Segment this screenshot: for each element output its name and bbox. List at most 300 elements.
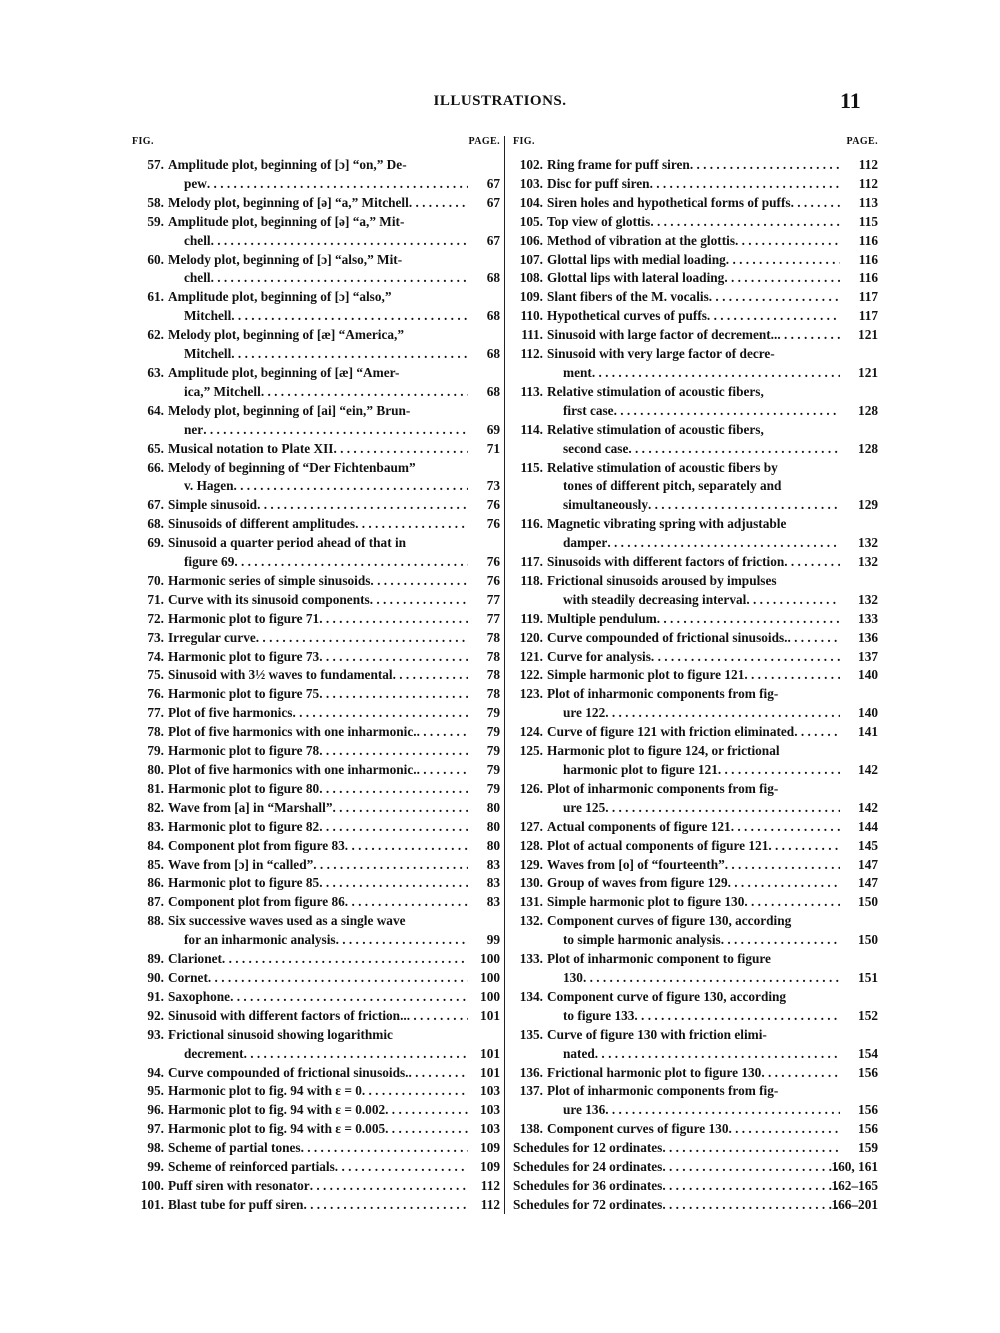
entry-text: Plot of inharmonic components from fig- bbox=[547, 686, 779, 702]
list-item bbox=[513, 988, 878, 1026]
entry-text: Component curve of figure 130, according bbox=[547, 988, 787, 1004]
list-item bbox=[513, 232, 878, 251]
page-ref: 101 bbox=[480, 1007, 500, 1023]
fig-label: FIG. bbox=[513, 136, 535, 147]
list-item bbox=[513, 269, 878, 288]
entry-text: Melody plot, beginning of [æ] “America,” bbox=[168, 327, 405, 343]
entry-text: Schedules for 72 ordinates bbox=[513, 1196, 663, 1212]
dot-leader bbox=[777, 326, 840, 345]
page-ref: 79 bbox=[486, 762, 500, 777]
list-item bbox=[513, 553, 878, 572]
dot-leader bbox=[744, 666, 840, 685]
page-ref: 67 bbox=[486, 175, 500, 191]
figure-number: 63. bbox=[147, 364, 164, 380]
page-ref: 68 bbox=[486, 308, 500, 324]
page-ref: 80 bbox=[486, 818, 500, 834]
figure-number: 88. bbox=[147, 913, 164, 929]
list-item bbox=[513, 818, 878, 837]
list-item bbox=[128, 893, 500, 912]
page-ref: 129 bbox=[858, 497, 878, 513]
figure-number: 92. bbox=[147, 1007, 164, 1023]
page-ref: 109 bbox=[480, 1159, 500, 1175]
page-ref: 79 bbox=[486, 743, 500, 759]
dot-leader bbox=[650, 175, 840, 194]
figure-number: 73. bbox=[147, 629, 164, 645]
page-ref: 132 bbox=[858, 591, 878, 607]
list-item bbox=[513, 1064, 878, 1083]
dot-leader bbox=[385, 1101, 468, 1120]
entry-text: Component curves of figure 130, according bbox=[547, 913, 792, 929]
page-ref: 73 bbox=[486, 478, 500, 494]
figure-number: 119. bbox=[520, 610, 543, 626]
page-ref: 68 bbox=[486, 346, 500, 362]
dot-leader bbox=[231, 345, 468, 364]
page-ref: 156 bbox=[858, 1064, 878, 1080]
dot-leader bbox=[634, 1007, 840, 1026]
entry-text: Method of vibration at the glottis bbox=[547, 232, 735, 248]
entry-text: Hypothetical curves of puffs bbox=[547, 308, 707, 324]
dot-leader bbox=[345, 893, 468, 912]
entry-text: Component plot from figure 83 bbox=[168, 837, 345, 853]
list-item bbox=[128, 402, 500, 440]
dot-leader bbox=[244, 1045, 468, 1064]
page-ref: 71 bbox=[486, 440, 500, 456]
list-item bbox=[128, 818, 500, 837]
list-item bbox=[128, 1177, 500, 1196]
page-ref: 117 bbox=[858, 308, 878, 324]
dot-leader bbox=[336, 931, 468, 950]
dot-leader bbox=[787, 629, 840, 648]
entry-text: Actual components of figure 121 bbox=[547, 818, 731, 834]
list-item bbox=[513, 1120, 878, 1139]
dot-leader bbox=[417, 761, 468, 780]
entry-text: Harmonic plot to figure 124, or frictional bbox=[547, 743, 780, 759]
figure-number: 90. bbox=[147, 969, 164, 985]
list-item bbox=[128, 288, 500, 326]
page-ref: 101 bbox=[480, 1045, 500, 1061]
column-divider bbox=[504, 136, 505, 1214]
dot-leader bbox=[230, 988, 468, 1007]
entry-text: Amplitude plot, beginning of [æ] “Amer- bbox=[168, 364, 400, 380]
figure-number: 125. bbox=[519, 743, 543, 759]
figure-number: 112. bbox=[520, 346, 543, 362]
list-item bbox=[513, 383, 878, 421]
figure-number: 99. bbox=[147, 1159, 164, 1175]
dot-leader bbox=[731, 818, 840, 837]
dot-leader bbox=[335, 1158, 468, 1177]
list-item bbox=[128, 629, 500, 648]
figure-number: 135. bbox=[519, 1026, 543, 1042]
page-ref: 156 bbox=[858, 1102, 878, 1118]
entry-text: Melody plot, beginning of [ai] “ein,” Brun- bbox=[168, 402, 411, 418]
page-ref: 132 bbox=[858, 554, 878, 570]
figure-number: 75. bbox=[147, 667, 164, 683]
figure-number: 106. bbox=[519, 232, 543, 248]
page-ref: 68 bbox=[486, 270, 500, 286]
page-ref: 103 bbox=[480, 1121, 500, 1137]
list-item bbox=[128, 1120, 500, 1139]
list-item bbox=[128, 1101, 500, 1120]
figure-number: 123. bbox=[519, 686, 543, 702]
dot-leader bbox=[207, 175, 468, 194]
entry-text: with steadily decreasing interval bbox=[563, 591, 747, 607]
right-column bbox=[513, 136, 878, 1215]
page-ref: 117 bbox=[858, 289, 878, 305]
list-item bbox=[128, 515, 500, 534]
page-ref: 113 bbox=[858, 194, 878, 210]
list-item bbox=[513, 326, 878, 345]
entry-text: Disc for puff siren bbox=[547, 175, 650, 191]
entry-text: to simple harmonic analysis bbox=[563, 932, 721, 948]
entry-text: Amplitude plot, beginning of [ɔ] “on,” De- bbox=[168, 157, 407, 172]
list-item bbox=[128, 912, 500, 950]
page-ref: 67 bbox=[486, 194, 500, 210]
entry-text: Component plot from figure 86 bbox=[168, 894, 345, 910]
figure-number: 118. bbox=[520, 572, 543, 588]
dot-leader bbox=[393, 666, 468, 685]
list-item bbox=[513, 856, 878, 875]
dot-leader bbox=[211, 269, 468, 288]
page-ref: 147 bbox=[858, 856, 878, 872]
entry-text: Cornet bbox=[168, 969, 208, 985]
figure-number: 121. bbox=[519, 648, 543, 664]
figure-number: 87. bbox=[147, 894, 164, 910]
entry-text: Saxophone bbox=[168, 988, 231, 1004]
list-item bbox=[128, 1082, 500, 1101]
page-ref: 83 bbox=[486, 894, 500, 910]
entry-text: 130 bbox=[563, 969, 583, 985]
entry-text: Melody of beginning of “Der Fichtenbaum” bbox=[168, 459, 416, 475]
figure-number: 80. bbox=[147, 762, 164, 777]
entry-text: Magnetic vibrating spring with adjustable bbox=[547, 516, 787, 532]
dot-leader bbox=[605, 799, 840, 818]
list-item bbox=[128, 799, 500, 818]
figure-number: 69. bbox=[147, 535, 164, 551]
page-ref: 156 bbox=[858, 1121, 878, 1137]
entry-text: Component curves of figure 130 bbox=[547, 1121, 729, 1137]
figure-list bbox=[128, 156, 500, 1215]
entry-text: Sinusoid with different factors of friction.. bbox=[168, 1007, 407, 1023]
list-item bbox=[513, 1026, 878, 1064]
fig-label: FIG. bbox=[132, 136, 154, 147]
entry-text: Harmonic plot to figure 78 bbox=[168, 743, 320, 759]
list-item bbox=[128, 780, 500, 799]
entry-text: Plot of five harmonics with one inharmonic. bbox=[168, 762, 417, 777]
list-item bbox=[128, 1139, 500, 1158]
list-item bbox=[513, 893, 878, 912]
figure-number: 68. bbox=[147, 516, 164, 532]
dot-leader bbox=[362, 1082, 468, 1101]
dot-leader bbox=[408, 1064, 468, 1083]
dot-leader bbox=[651, 648, 840, 667]
figure-number: 94. bbox=[147, 1064, 164, 1080]
list-item bbox=[513, 648, 878, 667]
entry-text: Melody plot, beginning of [ə] “a,” Mitchell bbox=[168, 194, 409, 210]
entry-text: Mitchell bbox=[184, 308, 232, 324]
dot-leader bbox=[234, 477, 469, 496]
figure-number: 62. bbox=[147, 327, 164, 343]
figure-number: 130. bbox=[519, 875, 543, 891]
dot-leader bbox=[605, 1101, 840, 1120]
entry-text: Amplitude plot, beginning of [ə] “a,” Mit- bbox=[168, 213, 405, 229]
entry-text: Frictional harmonic plot to figure 130 bbox=[547, 1064, 762, 1080]
dot-leader bbox=[662, 1139, 840, 1158]
entry-text: Harmonic plot to figure 80 bbox=[168, 780, 320, 796]
page-ref: 100 bbox=[480, 969, 500, 985]
entry-text: Sinusoids with different factors of friction bbox=[547, 554, 785, 570]
page-ref: 145 bbox=[858, 837, 878, 853]
list-item bbox=[128, 213, 500, 251]
entry-text: Harmonic plot to figure 71 bbox=[168, 610, 320, 626]
entry-text: Glottal lips with medial loading bbox=[547, 251, 726, 267]
dot-leader bbox=[650, 213, 840, 232]
dot-leader bbox=[319, 818, 468, 837]
figure-number: 96. bbox=[147, 1102, 164, 1118]
page-ref: 116 bbox=[858, 232, 878, 248]
column-header bbox=[128, 136, 500, 156]
list-item bbox=[513, 421, 878, 459]
page-ref: 79 bbox=[486, 780, 500, 796]
page-ref: 116 bbox=[858, 251, 878, 267]
list-item bbox=[513, 912, 878, 950]
figure-number: 74. bbox=[147, 648, 164, 664]
dot-leader bbox=[728, 874, 840, 893]
entry-text: damper bbox=[563, 535, 608, 551]
entry-text: Curve compounded of frictional sinusoids. bbox=[168, 1064, 409, 1080]
list-item bbox=[128, 1196, 500, 1215]
entry-text: chell bbox=[184, 232, 211, 248]
list-item bbox=[513, 1177, 878, 1196]
dot-leader bbox=[332, 799, 468, 818]
entry-text: Relative stimulation of acoustic fibers, bbox=[547, 421, 764, 437]
page-ref: 83 bbox=[486, 856, 500, 872]
figure-number: 100. bbox=[140, 1177, 164, 1193]
dot-leader bbox=[690, 156, 840, 175]
page-ref: 80 bbox=[486, 799, 500, 815]
page-ref: 133 bbox=[858, 610, 878, 626]
list-item bbox=[128, 761, 500, 780]
entry-text: Melody plot, beginning of [ɔ] “also,” Mit- bbox=[168, 251, 403, 267]
figure-number: 97. bbox=[147, 1121, 164, 1137]
figure-number: 58. bbox=[147, 194, 164, 210]
list-item bbox=[128, 591, 500, 610]
entry-text: Curve with its sinusoid components bbox=[168, 591, 370, 607]
figure-number: 136. bbox=[519, 1064, 543, 1080]
page-number: 11 bbox=[840, 88, 861, 113]
list-item bbox=[128, 837, 500, 856]
dot-leader bbox=[319, 685, 468, 704]
entry-text: Harmonic plot to fig. 94 with ε = 0 bbox=[168, 1083, 362, 1099]
dot-leader bbox=[303, 1196, 468, 1215]
list-item bbox=[513, 629, 878, 648]
entry-text: Irregular curve bbox=[168, 629, 256, 645]
dot-leader bbox=[257, 496, 468, 515]
page-ref: 112 bbox=[858, 175, 878, 191]
figure-number: 60. bbox=[147, 251, 164, 267]
entry-text: Schedules for 12 ordinates bbox=[513, 1140, 663, 1156]
dot-leader bbox=[385, 1120, 468, 1139]
figure-number: 93. bbox=[147, 1026, 164, 1042]
page-ref: 83 bbox=[486, 875, 500, 891]
page-ref: 112 bbox=[858, 157, 878, 172]
figure-number: 83. bbox=[147, 818, 164, 834]
list-item bbox=[513, 307, 878, 326]
column-header bbox=[513, 136, 878, 156]
dot-leader bbox=[261, 383, 468, 402]
entry-text: Group of waves from figure 129 bbox=[547, 875, 728, 891]
entry-text: Harmonic plot to figure 85 bbox=[168, 875, 320, 891]
entry-text: Amplitude plot, beginning of [ɔ] “also,” bbox=[168, 289, 392, 305]
figure-number: 138. bbox=[519, 1121, 543, 1137]
list-item bbox=[128, 950, 500, 969]
list-item bbox=[128, 459, 500, 497]
entry-text: Frictional sinusoids aroused by impulses bbox=[547, 572, 777, 588]
figure-number: 107. bbox=[519, 251, 543, 267]
figure-number: 91. bbox=[147, 988, 164, 1004]
list-item bbox=[513, 666, 878, 685]
dot-leader bbox=[319, 780, 468, 799]
entry-text: Six successive waves used as a single wave bbox=[168, 913, 406, 929]
entry-text: Schedules for 24 ordinates bbox=[513, 1159, 663, 1175]
page-ref: 132 bbox=[858, 535, 878, 551]
page-ref: 144 bbox=[858, 818, 878, 834]
page-ref: 77 bbox=[486, 610, 500, 626]
page-ref: 141 bbox=[858, 724, 878, 740]
figure-number: 124. bbox=[519, 724, 543, 740]
entry-text: Puff siren with resonator bbox=[168, 1177, 310, 1193]
list-item bbox=[513, 515, 878, 553]
page-ref: 112 bbox=[480, 1177, 500, 1193]
figure-number: 89. bbox=[147, 951, 164, 967]
dot-leader bbox=[319, 874, 468, 893]
list-item bbox=[128, 251, 500, 289]
figure-number: 128. bbox=[519, 837, 543, 853]
figure-number: 113. bbox=[520, 383, 543, 399]
page-ref: 77 bbox=[486, 591, 500, 607]
dot-leader bbox=[791, 194, 840, 213]
figure-number: 116. bbox=[520, 516, 543, 532]
list-item bbox=[128, 723, 500, 742]
page-ref: 151 bbox=[858, 969, 878, 985]
entry-text: Sinusoid with large factor of decrement.. bbox=[547, 327, 778, 343]
dot-leader bbox=[583, 969, 840, 988]
entry-text: Wave from [a] in “Marshall” bbox=[168, 799, 333, 815]
figure-number: 133. bbox=[519, 951, 543, 967]
dot-leader bbox=[605, 704, 840, 723]
page-ref: 100 bbox=[480, 988, 500, 1004]
figure-number: 103. bbox=[519, 175, 543, 191]
dot-leader bbox=[345, 837, 468, 856]
page-ref: 100 bbox=[480, 951, 500, 967]
list-item bbox=[128, 610, 500, 629]
figure-number: 85. bbox=[147, 856, 164, 872]
dot-leader bbox=[724, 269, 840, 288]
list-item bbox=[128, 364, 500, 402]
list-item bbox=[128, 874, 500, 893]
figure-number: 79. bbox=[147, 743, 164, 759]
page-ref: 78 bbox=[486, 686, 500, 702]
figure-number: 120. bbox=[519, 629, 543, 645]
figure-number: 108. bbox=[519, 270, 543, 286]
list-item bbox=[513, 251, 878, 270]
page-ref: 76 bbox=[486, 497, 500, 513]
entry-text: Slant fibers of the M. vocalis bbox=[547, 289, 709, 305]
figure-list bbox=[513, 156, 878, 1215]
figure-number: 77. bbox=[147, 705, 164, 721]
page-ref: 128 bbox=[858, 402, 878, 418]
figure-number: 84. bbox=[147, 837, 164, 853]
entry-text: ment bbox=[563, 364, 592, 380]
figure-number: 76. bbox=[147, 686, 164, 702]
page-label: PAGE. bbox=[846, 136, 878, 147]
entry-text: Harmonic series of simple sinusoids bbox=[168, 572, 371, 588]
page-ref: 115 bbox=[858, 213, 878, 229]
dot-leader bbox=[319, 610, 468, 629]
dot-leader bbox=[407, 1007, 468, 1026]
dot-leader bbox=[628, 440, 840, 459]
figure-number: 71. bbox=[147, 591, 164, 607]
list-item bbox=[513, 194, 878, 213]
list-item bbox=[128, 326, 500, 364]
dot-leader bbox=[310, 1177, 468, 1196]
entry-text: ure 122 bbox=[563, 705, 606, 721]
page-ref: 67 bbox=[486, 232, 500, 248]
entry-text: Sinusoid with 3½ waves to fundamental bbox=[168, 667, 393, 683]
list-item bbox=[128, 1007, 500, 1026]
entry-text: to figure 133 bbox=[563, 1007, 635, 1023]
dot-leader bbox=[595, 1045, 840, 1064]
entry-text: Waves from [o] of “fourteenth” bbox=[547, 856, 725, 872]
entry-text: ure 125 bbox=[563, 799, 606, 815]
list-item bbox=[128, 440, 500, 459]
figure-number: 115. bbox=[520, 459, 543, 475]
entry-text: Plot of inharmonic components from fig- bbox=[547, 1083, 779, 1099]
figure-number: 101. bbox=[140, 1196, 164, 1212]
dot-leader bbox=[301, 1139, 468, 1158]
figure-number: 95. bbox=[147, 1083, 164, 1099]
entry-text: Harmonic plot to figure 75 bbox=[168, 686, 320, 702]
dot-leader bbox=[292, 704, 468, 723]
page-ref: 101 bbox=[480, 1064, 500, 1080]
list-item bbox=[128, 648, 500, 667]
page-ref: 76 bbox=[486, 554, 500, 570]
figure-number: 129. bbox=[519, 856, 543, 872]
list-item bbox=[513, 1158, 878, 1177]
list-item bbox=[128, 856, 500, 875]
dot-leader bbox=[735, 232, 840, 251]
list-item bbox=[128, 969, 500, 988]
dot-leader bbox=[768, 837, 840, 856]
dot-leader bbox=[744, 893, 840, 912]
entry-text: figure 69 bbox=[184, 554, 235, 570]
list-item bbox=[513, 175, 878, 194]
dot-leader bbox=[761, 1064, 840, 1083]
list-item bbox=[128, 194, 500, 213]
entry-text: Harmonic plot to fig. 94 with ε = 0.002 bbox=[168, 1102, 386, 1118]
list-item bbox=[128, 496, 500, 515]
entry-text: Plot of five harmonics with one inharmonic. bbox=[168, 724, 417, 740]
entry-text: Clarionet bbox=[168, 951, 222, 967]
page-ref: 121 bbox=[858, 364, 878, 380]
figure-number: 72. bbox=[147, 610, 164, 626]
page-ref: 78 bbox=[486, 648, 500, 664]
list-item bbox=[128, 988, 500, 1007]
dot-leader bbox=[203, 421, 468, 440]
dot-leader bbox=[222, 950, 468, 969]
entry-text: Harmonic plot to fig. 94 with ε = 0.005 bbox=[168, 1121, 386, 1137]
list-item bbox=[128, 572, 500, 591]
page-ref: 150 bbox=[858, 894, 878, 910]
